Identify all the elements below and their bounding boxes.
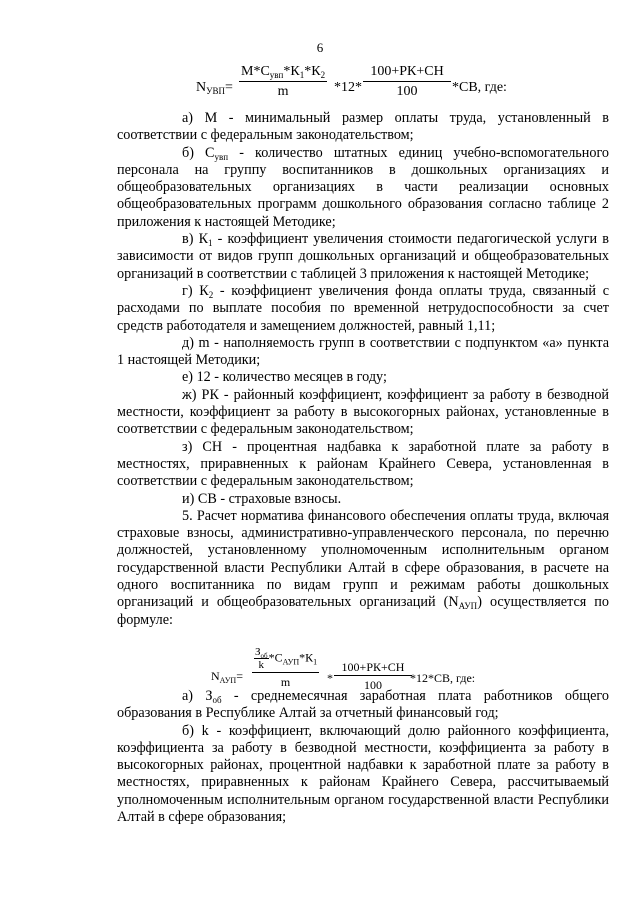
formula2-multiplier: * [327,671,333,685]
paragraph: е) 12 - количество месяцев в году; [182,369,387,386]
formula2-fraction-2: 100+РК+СН 100 [334,660,412,692]
paragraph: б) $С_{увп}$ - количество штатных единиц учебно-вспомогательного персонала на группу воспитанников в дошкольных организациях и общеобразовательных организациях в части реализации основных общеобразовательных программ дошкольного образования согласно таблице 2 приложения к настоящей Методике; [117,144,609,230]
formula1-multiplier: *12* [334,80,362,95]
formula1-fraction-2: 100+РК+СН 100 [363,64,451,100]
definitions-block-1 [117,110,609,629]
paragraph: з) СН - процентная надбавка к заработной плате за работу в местностях, приравненных к районам Крайнего Севера, установленная в соответствии с федеральным законодательством; [117,438,609,490]
formula1-fraction-1: $М*С_{увп}*К_1*К_2$ m [241,64,326,99]
paragraph: 5. Расчет норматива финансового обеспечения оплаты труда, включая страховые взносы, административно-управленческого персонала, по перечню должностей, установленному уполномоченным исполнительным органом государственной власти Республики Алтай в сфере образования, в расчете на одного воспитанника по видам групп и режимам работы дошкольных организаций и общеобразовательных организаций $(N_{АУП})$ осуществляется по формуле: [117,507,609,628]
paragraph: б) k - коэффициент, включающий долю районного коэффициента, коэффициента за работу в безводной местности, коэффициента за работу в высокогорных районах, процентной надбавки к заработной плате за работу в местностях, приравненных к районам Крайнего Севера, рассчитываемый уполномоченным исполнительным органом государственной власти Республики Алтай в сфере образования; [117,722,609,826]
paragraph: в) $К_1$ - коэффициент увеличения стоимости педагогической услуги в зависимости от видов групп дошкольных организаций и общеобразовательных организаций в соответствии с таблицей 3 приложения к настоящей Методике; [117,231,609,282]
formula2-tail: *12*СВ, где: [410,671,476,685]
paragraph: ж) РК - районный коэффициент, коэффициент за работу в безводной местности, коэффициент за работу в высокогорных районах, установленные в соответствии с федеральным законодательством; [117,386,609,438]
paragraph: г) $К_2$ - коэффициент увеличения фонда оплаты труда, связанный с расходами по выплате пособия по временной нетрудоспособности за счет средств работодателя и замещением должностей, равный 1,11; [117,282,609,334]
paragraph: а) $З_{об}$ - среднемесячная заработная плата работников общего образования в Республике Алтай за отчетный финансовый год; [117,688,609,722]
definitions-block-2 [117,688,609,826]
formula2-inner-fraction: $З_{об}$ k [255,646,268,671]
formula2-lhs: $N_{АУП}=$ [211,669,243,685]
paragraph: а) М - минимальный размер оплаты труда, установленный в соответствии с федеральным законодательством; [117,110,609,144]
page-number: 6 [316,40,324,55]
formula1-lhs: $N_{УВП}=$ [196,80,233,96]
paragraph: и) СВ - страховые взносы. [182,490,342,507]
paragraph: д) m - наполняемость групп в соответствии с подпунктом «а» пункта 1 настоящей Методики; [117,334,609,369]
formula1-tail: *СВ, где: [452,80,507,95]
formula2-fraction-1: $З_{об}$ k $*С_{АУП}*К_1$ m [252,646,319,689]
